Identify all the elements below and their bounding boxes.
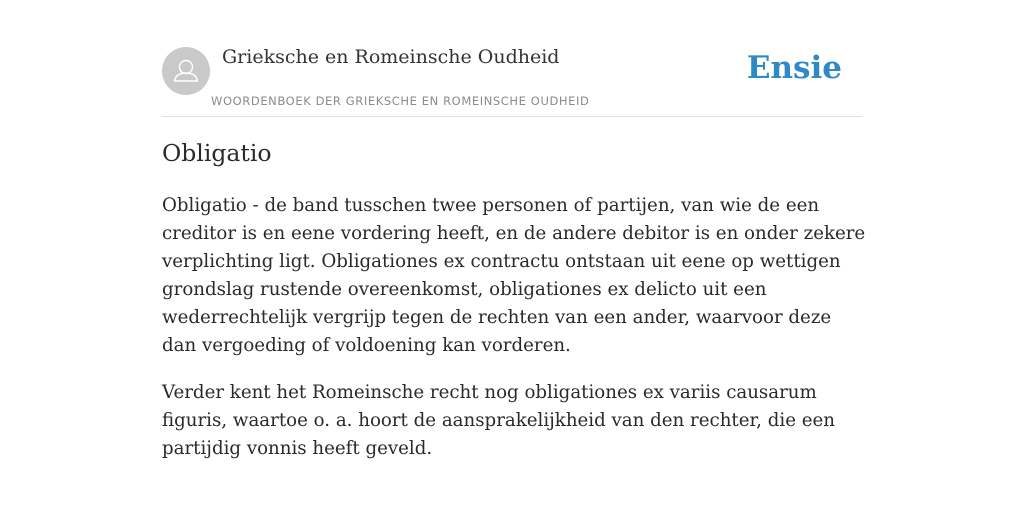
header: [162, 44, 862, 117]
source-subtitle: WOORDENBOEK DER GRIEKSCHE EN ROMEINSCHE OUDHEID: [211, 94, 590, 108]
source-title-link[interactable]: Grieksche en Romeinsche Oudheid: [222, 46, 560, 68]
source-avatar[interactable]: [162, 47, 210, 95]
entry-title: Obligatio: [162, 139, 272, 167]
brand-logo-link[interactable]: Ensie: [746, 50, 842, 86]
entry-paragraph: Obligatio - de band tusschen twee personen of partijen, van wie de een creditor is en eene vordering heeft, en de andere debitor is en onder zekere verplichting ligt. Obligationes ex contractu ontstaan uit eene op wettigen grondslag rustende overeenkomst, obligationes ex delicto uit een wederrechtelijk vergrijp tegen de rechten van een ander, waarvoor deze dan vergoeding of voldoening kan vorderen.: [162, 195, 866, 356]
entry-paragraph: Verder kent het Romeinsche recht nog obligationes ex variis causarum figuris, waartoe o. a. hoort de aansprakelijkheid van den rechter, die een partijdig vonnis heeft geveld.: [162, 382, 835, 459]
user-silhouette-icon: [162, 47, 210, 95]
entry-content: [162, 192, 866, 482]
